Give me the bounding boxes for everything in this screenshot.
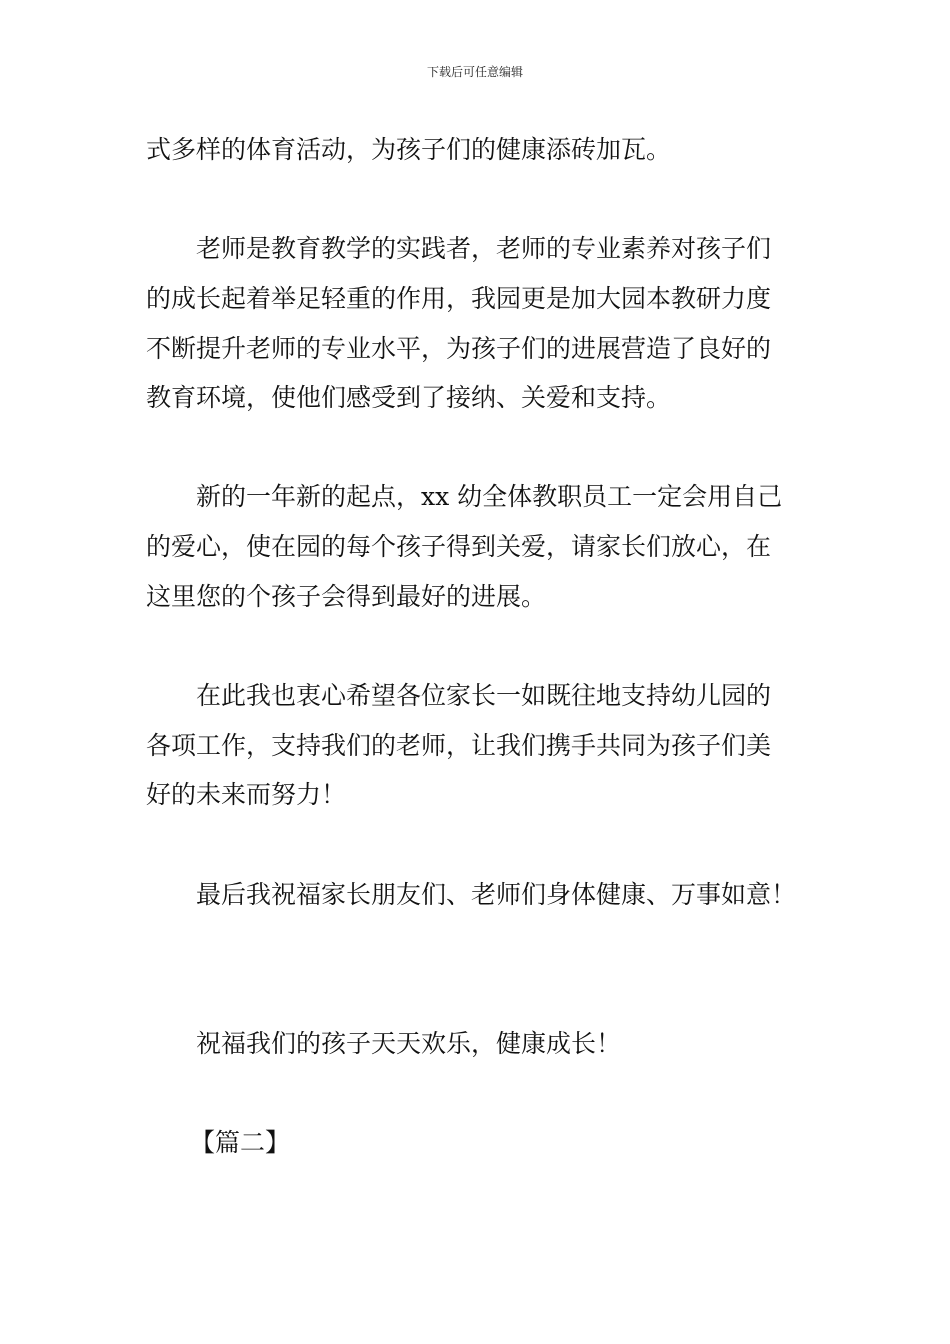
paragraph-6-line-1: 祝福我们的孩子天天欢乐，健康成长！ [196, 1029, 622, 1058]
paragraph-4-line-1: 在此我也衷心希望各位家长一如既往地支持幼儿园的 [196, 681, 772, 710]
paragraph-1-line-1: 式多样的体育活动，为孩子们的健康添砖加瓦。 [146, 135, 672, 164]
paragraph-2-line-2: 的成长起着举足轻重的作用，我园更是加大园本教研力度 [146, 284, 772, 313]
paragraph-2-line-1: 老师是教育教学的实践者，老师的专业素养对孩子们 [196, 234, 772, 263]
paragraph-3-line-1: 新的一年新的起点，xx 幼全体教职员工一定会用自己 [196, 482, 783, 511]
paragraph-3-line-3: 这里您的个孩子会得到最好的进展。 [146, 582, 547, 611]
paragraph-3-line-2: 的爱心，使在园的每个孩子得到关爱，请家长们放心，在 [146, 532, 772, 561]
paragraph-5-line-1: 最后我祝福家长朋友们、老师们身体健康、万事如意！ [196, 880, 797, 909]
page-header: 下载后可任意编辑 [426, 65, 523, 79]
section-heading: 【篇二】 [190, 1128, 291, 1157]
paragraph-4-line-3: 好的未来而努力！ [146, 780, 347, 809]
paragraph-2-line-3: 不断提升老师的专业水平，为孩子们的进展营造了良好的 [146, 334, 772, 363]
paragraph-2-line-4: 教育环境，使他们感受到了接纳、关爱和支持。 [146, 383, 672, 412]
paragraph-4-line-2: 各项工作，支持我们的老师，让我们携手共同为孩子们美 [146, 731, 772, 760]
